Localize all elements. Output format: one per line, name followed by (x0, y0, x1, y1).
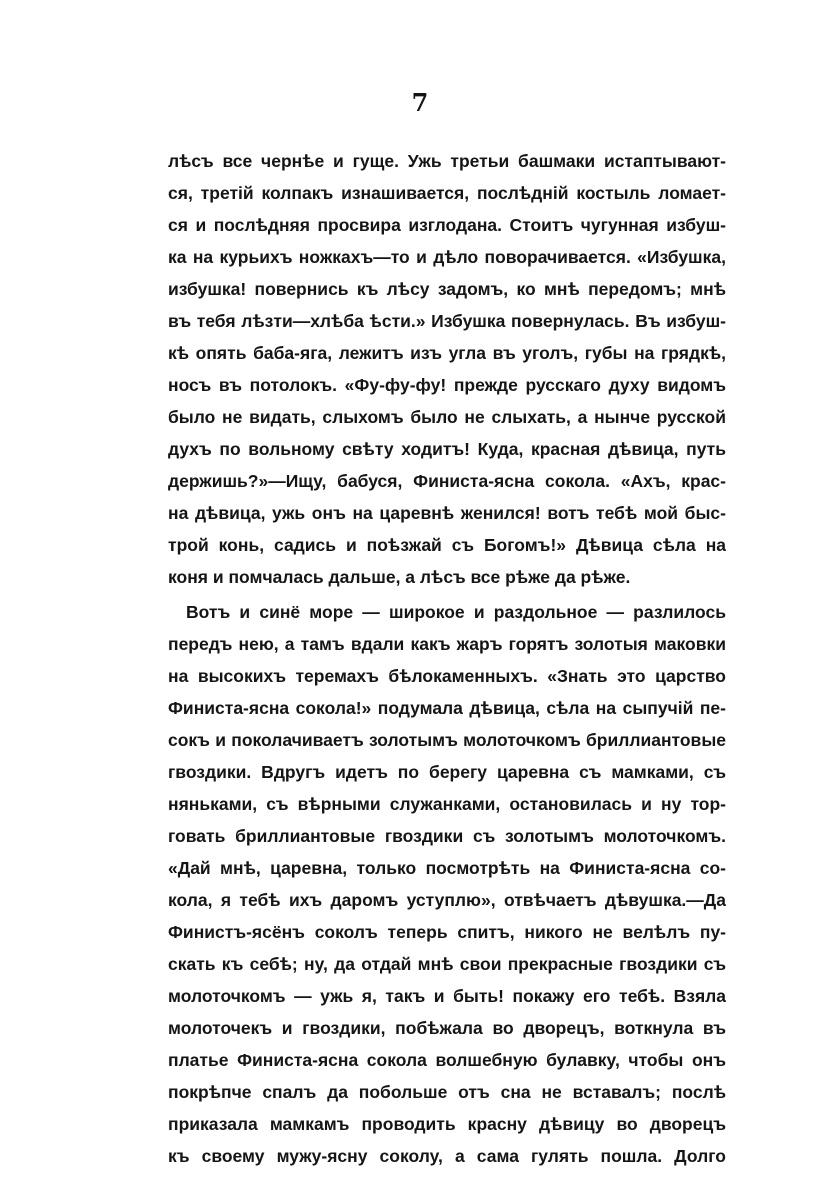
text-line: ся, третій колпакъ изнашивается, послѣдній костыль ломает- (168, 183, 726, 203)
text-line: держишь?»—Ищу, бабуся, Финиста-ясна сокола. «Ахъ, крас- (168, 471, 726, 491)
text-line: Финистъ-ясёнъ соколъ теперь спитъ, никого не велѣлъ пу- (168, 922, 726, 942)
text-line: Финиста-ясна сокола!» подумала дѣвица, сѣла на сыпучій пе- (168, 698, 726, 718)
text-line: молоточкомъ — ужь я, такъ и быть! покажу его тебѣ. Взяла (168, 986, 726, 1006)
text-line: покрѣпче спалъ да побольше отъ сна не вставалъ; послѣ (168, 1082, 726, 1102)
text-line: носъ въ потолокъ. «Фу-фу-фу! прежде русскаго духу видомъ (168, 375, 726, 395)
page-number: 7 (411, 88, 429, 117)
text-line: кѣ опять баба-яга, лежитъ изъ угла въ уголъ, губы на грядкѣ, (168, 343, 726, 363)
text-line: избушка! повернись къ лѣсу задомъ, ко мнѣ передомъ; мнѣ (168, 279, 726, 299)
text-line: кола, я тебѣ ихъ даромъ уступлю», отвѣчаетъ дѣвушка.—Да (168, 890, 726, 910)
text-line: говать бриллиантовые гвоздики съ золотымъ молоточкомъ. (168, 826, 726, 846)
text-line: приказала мамкамъ проводить красну дѣвицу во дворецъ (168, 1114, 726, 1134)
body-text (168, 145, 726, 1172)
text-line: коня и помчалась дальше, а лѣсъ все рѣже да рѣже. (168, 567, 631, 587)
text-line: гвоздики. Вдругъ идетъ по берегу царевна съ мамками, съ (168, 762, 726, 782)
text-line: лѣсъ все чернѣе и гуще. Ужь третьи башмаки истаптывают- (168, 151, 726, 171)
text-line: къ своему мужу-ясну соколу, а сама гулять пошла. Долго (168, 1146, 726, 1166)
text-line: сокъ и поколачиваетъ золотымъ молоточкомъ бриллиантовые (168, 730, 726, 750)
text-line: духъ по вольному свѣту ходитъ! Куда, красная дѣвица, путь (168, 439, 726, 459)
text-line: на дѣвица, ужь онъ на царевнѣ женился! вотъ тебѣ мой быс- (168, 503, 726, 523)
text-line: трой конь, садись и поѣзжай съ Богомъ!» Дѣвица сѣла на (168, 535, 726, 555)
text-line: ка на курьихъ ножкахъ—то и дѣло поворачивается. «Избушка, (168, 247, 726, 267)
text-line: «Дай мнѣ, царевна, только посмотрѣть на Финиста-ясна со- (168, 858, 726, 878)
paragraph (168, 145, 726, 593)
text-line: няньками, съ вѣрными служанками, остановилась и ну тор- (168, 794, 726, 814)
text-line: было не видать, слыхомъ было не слыхать, а нынче русской (168, 407, 726, 427)
text-line: въ тебя лѣзти—хлѣба ѣсти.» Избушка повернулась. Въ избуш- (168, 311, 726, 331)
text-line: скать къ себѣ; ну, да отдай мнѣ свои прекрасные гвоздики съ (168, 954, 726, 974)
text-line: ся и послѣдняя просвира изглодана. Стоитъ чугунная избуш- (168, 215, 726, 235)
text-line: передъ нею, а тамъ вдали какъ жаръ горятъ золотыя маковки (168, 634, 726, 654)
text-line: на высокихъ теремахъ бѣлокаменныхъ. «Знать это царство (168, 666, 726, 686)
text-line: Вотъ и синё море — широкое и раздольное — разлилось (186, 602, 726, 622)
text-line: платье Финиста-ясна сокола волшебную булавку, чтобы онъ (168, 1050, 726, 1070)
paragraph (168, 596, 726, 1172)
text-line: молоточекъ и гвоздики, побѣжала во дворецъ, воткнула въ (168, 1018, 726, 1038)
